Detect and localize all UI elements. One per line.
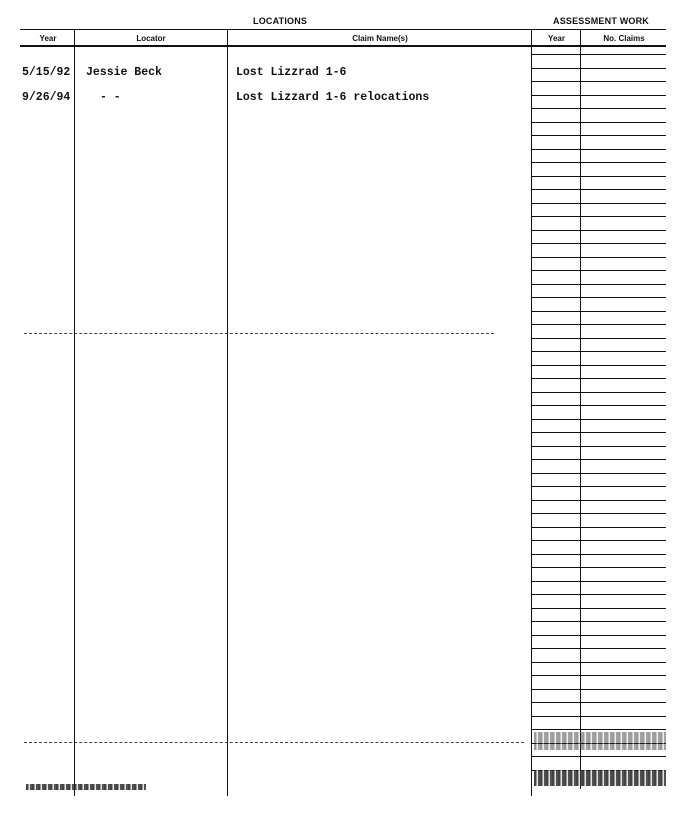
assessment-row-line [532,405,666,406]
assessment-row-line [532,243,666,244]
assessment-row-line [532,270,666,271]
assessment-row-line [532,297,666,298]
assessment-ruled-rows [532,48,666,796]
col-header-claim-names: Claim Name(s) [352,34,408,43]
assessment-row-line [532,122,666,123]
assessment-row-line [532,675,666,676]
assessment-row-line [532,432,666,433]
entry-1-locator: Jessie Beck [86,66,162,79]
assessment-row-line [532,459,666,460]
entry-1-year: 5/15/92 [22,66,71,79]
assessment-row-line [532,527,666,528]
assessment-row-line [532,419,666,420]
col-header-year: Year [39,34,57,43]
divider-year-locator [74,29,75,796]
entry-1-claim: Lost Lizzrad 1-6 [236,66,347,79]
assessment-row-line [532,446,666,447]
assessment-row-line [532,540,666,541]
assessment-row-line [532,203,666,204]
assessment-row-line [532,257,666,258]
assessment-row-line [532,108,666,109]
assessment-row-line [532,54,666,55]
assessment-row-line [532,635,666,636]
entry-2-claim: Lost Lizzard 1-6 relocations [236,91,430,104]
assessment-row-line [532,189,666,190]
assessment-row-line [532,284,666,285]
scan-noise-assess-2 [534,770,666,786]
assessment-row-line [532,554,666,555]
assessment-row-line [532,378,666,379]
entry-2-locator: - - [100,91,121,104]
scan-noise-bottom-left [26,784,146,790]
col-header-no-claims: No. Claims [603,34,645,43]
assessment-row-line [532,581,666,582]
assessment-row-line [532,594,666,595]
assessment-row-line [532,95,666,96]
assessment-row-line [532,351,666,352]
assessment-row-line [532,729,666,730]
scan-noise-assess-1 [534,732,666,750]
divider-locator-claim [227,29,228,796]
assessment-row-line [532,702,666,703]
col-header-assess-year: Year [548,34,565,43]
assessment-row-line [532,324,666,325]
top-rule [20,29,666,30]
assessment-row-line [532,756,666,757]
assessment-row-line [532,486,666,487]
fold-line-lower [24,742,524,743]
assessment-row-line [532,81,666,82]
assessment-row-line [532,716,666,717]
col-header-locator: Locator [136,34,166,43]
assessment-row-line [532,648,666,649]
assessment-row-line [532,216,666,217]
assessment-row-line [532,473,666,474]
locations-header: LOCATIONS [253,16,308,26]
assessment-row-line [532,149,666,150]
assessment-row-line [532,689,666,690]
assessment-row-line [532,608,666,609]
assessment-row-line [532,662,666,663]
assessment-row-line [532,230,666,231]
assessment-row-line [532,392,666,393]
assessment-row-line [532,68,666,69]
header-rule [20,45,666,47]
assessment-row-line [532,500,666,501]
assessment-work-header: ASSESSMENT WORK [553,16,650,26]
entry-2-year: 9/26/94 [22,91,71,104]
fold-line-upper [24,333,494,334]
assessment-row-line [532,365,666,366]
assessment-row-line [532,176,666,177]
assessment-row-line [532,162,666,163]
assessment-row-line [532,311,666,312]
assessment-row-line [532,338,666,339]
assessment-row-line [532,567,666,568]
assessment-row-line [532,135,666,136]
assessment-row-line [532,513,666,514]
assessment-row-line [532,621,666,622]
